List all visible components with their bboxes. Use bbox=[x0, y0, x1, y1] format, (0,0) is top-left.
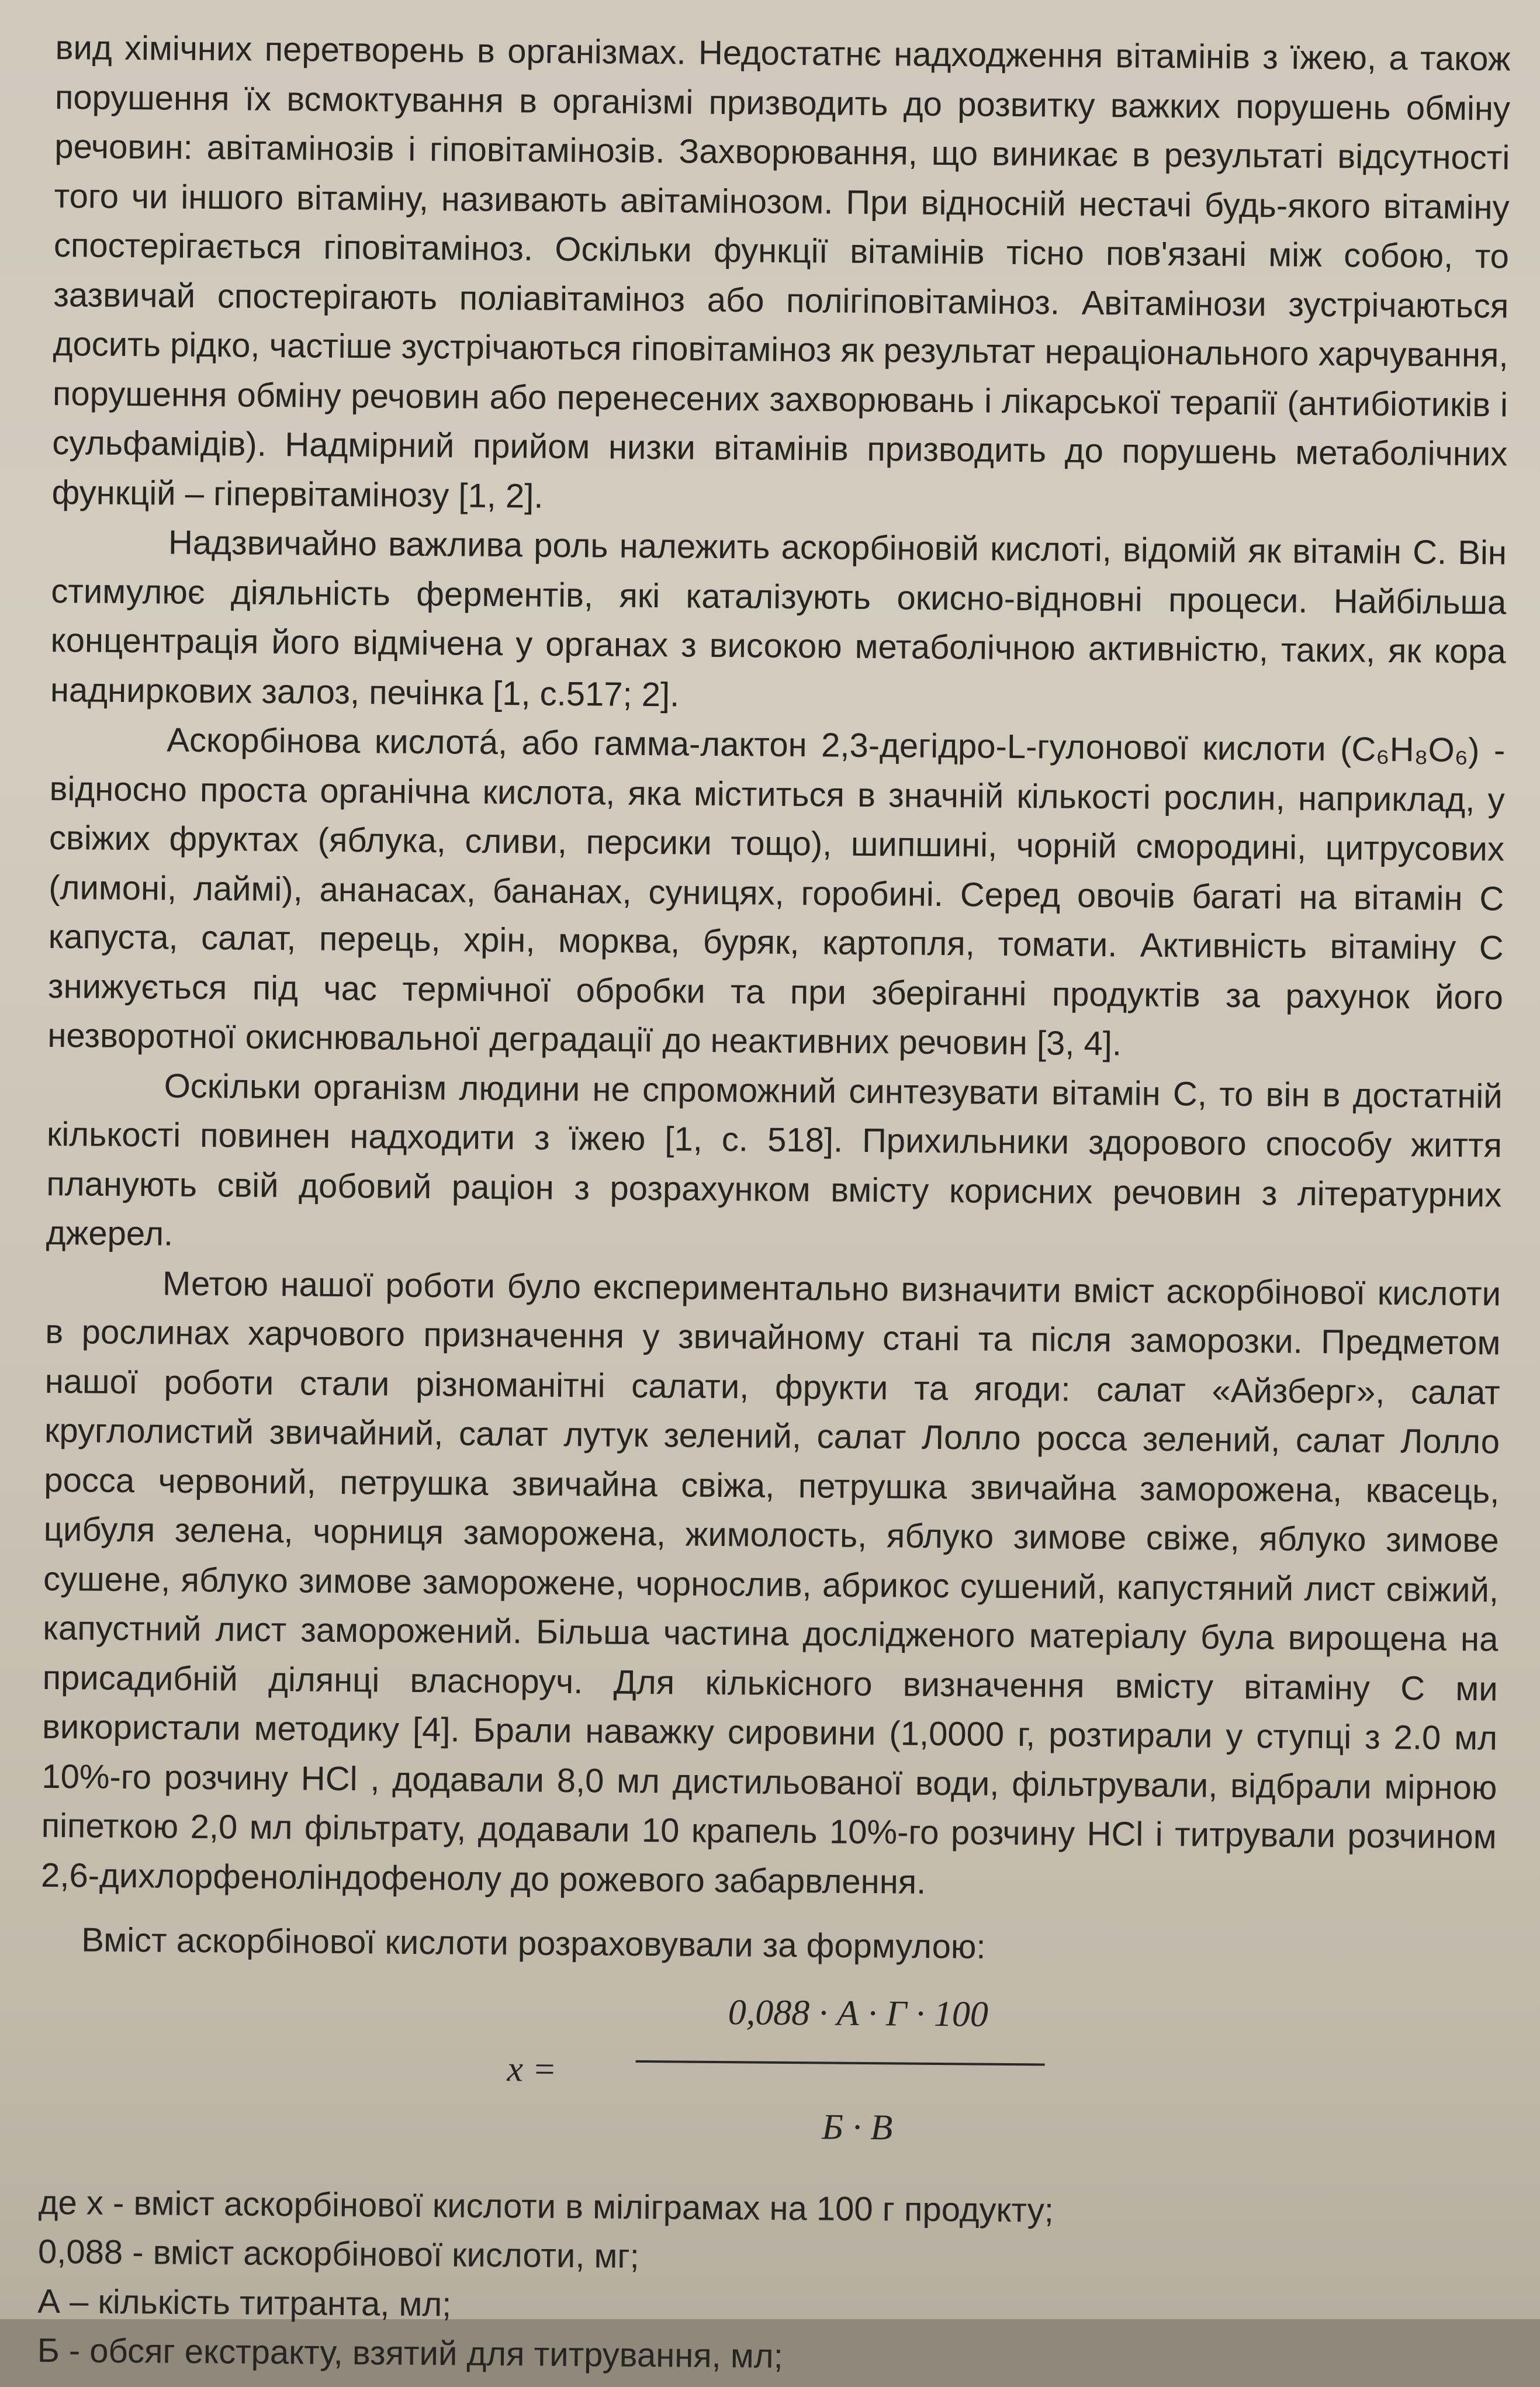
paragraph-ascorbic-role: Надзвичайно важлива роль належить аскорбіновій кислоті, відомій як вітамін С. Він стимулює діяльність ферментів, які каталізують окисно-відновні процеси. Найбільша концентрація його відмічена у органах з високою метаболічною активністю, таких, як кора надниркових залоз, печінка [1, с.517; 2]. bbox=[50, 523, 1507, 714]
definition-constant: 0,088 - вміст аскорбінової кислоти, мг; bbox=[37, 2232, 639, 2275]
paragraph-ascorbic-sources: Аскорбінова кислотá, або гамма-лактон 2,3-дегідро-L-гулонової кислоти (C₆H₈O₆) - відносно проста органічна кислота, яка міститься в значній кількості рослин, наприклад, у свіжих фруктах (яблука, сливи, персики тощо), шипшині, чорній смородині, цитрусових (лимоні, лаймі), ананасах, бананах, суницях, горобині. Серед овочів багаті на вітамін С капуста, салат, перець, хрін, морква, буряк, картопля, томати. Активність вітаміну С знижується під час термічної обробки та при зберіганні продуктів за рахунок його незворотної окиснювальної деградації до неактивних речовин [3, 4]. bbox=[47, 721, 1506, 1063]
formula-definitions bbox=[37, 2178, 1494, 2387]
formula bbox=[39, 1970, 1496, 2184]
formula-intro: Вміст аскорбінової кислоти розраховували за формулою: bbox=[81, 1921, 986, 1966]
definition-x: де х - вміст аскорбінової кислоти в міліграмах на 100 г продукту; bbox=[38, 2183, 1054, 2230]
formula-numerator: 0,088 · А · Г · 100 bbox=[728, 1992, 989, 2035]
fraction-bar bbox=[636, 2060, 1045, 2065]
paragraph-vitamin-deficiency: вид хімічних перетворень в організмах. Недостатнє надходження вітамінів з їжею, а також порушення їх всмоктування в організмі призводить до розвитку важких порушень обміну речовин: авітамінозів і гіповітамінозів. Захворювання, що виникає в результаті відсутності того чи іншого вітаміну, називають авітамінозом. При відносній нестачі будь-якого вітаміну спостерігається гіповітаміноз. Оскільки функції вітамінів тісно пов'язані між собою, то зазвичай спостерігають поліавітаміноз або полігіповітаміноз. Авітамінози зустрічаються досить рідко, частіше зустрічаються гіповітаміноз як результат нераціонального харчування, порушення обміну речовин або перенесених захворювань і лікарської терапії (антибіотиків і сульфамідів). Надмірний прийом низки вітамінів призводить до порушень метаболічних функцій – гіпервітамінозу [1, 2]. bbox=[51, 28, 1511, 516]
formula-lhs: x = bbox=[507, 2049, 557, 2090]
definition-a: А – кількість титранта, мл; bbox=[37, 2282, 452, 2323]
definition-b: Б - обсяг екстракту, взятий для титрування, мл; bbox=[37, 2331, 784, 2375]
paragraph-synthesis: Оскільки організм людини не спроможний синтезувати вітамін С, то він в достатній кількості повинен надходити з їжею [1, с. 518]. Прихильники здорового способу життя планують свій добовий раціон з розрахунком вмісту корисних речовин з літературних джерел. bbox=[46, 1067, 1503, 1253]
paragraph-research-aim: Метою нашої роботи було експериментально визначити вміст аскорбінової кислоти в рослинах харчового призначення у звичайному стані та після заморозки. Предметом нашої роботи стали різноманітні салати, фрукти та ягоди: салат «Айзберг», салат круглолистий звичайний, салат лутук зелений, салат Лолло росса зелений, салат Лолло росса червоний, петрушка звичайна свіжа, петрушка звичайна заморожена, квасець, цибуля зелена, чорниця заморожена, жимолость, яблуко зимове свіже, яблуко зимове сушене, яблуко зимове заморожене, чорнослив, абрикос сушений, капустяний лист свіжий, капустний лист заморожений. Більша частина дослідженого матеріалу була вирощена на присадибній ділянці власноруч. Для кількісного визначення вмісту вітаміну С ми використали методику [4]. Брали наважку сировини (1,0000 г, розтирали у ступці з 2.0 мл 10%-го розчину HCl , додавали 8,0 мл дистильованої води, фільтрували, відбрали мірною піпеткою 2,0 мл фільтрату, додавали 10 крапель 10%-го розчину HCl і титрували розчином 2,6-дихлорфеноліндофенолу до рожевого забарвлення. bbox=[40, 1264, 1501, 1901]
page-text bbox=[37, 23, 1511, 2387]
formula-denominator: Б · В bbox=[822, 2106, 893, 2147]
